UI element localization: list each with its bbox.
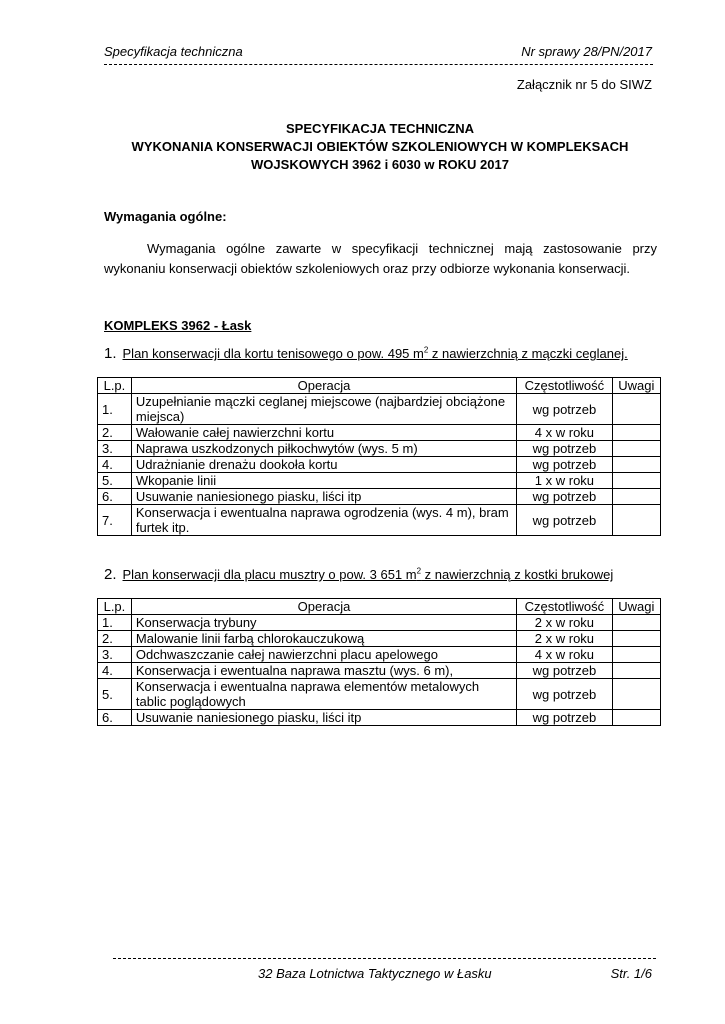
table-row: [98, 394, 661, 425]
cell-frequency: wg potrzeb: [517, 679, 613, 710]
cell-notes: [612, 441, 660, 457]
cell-notes: [612, 679, 660, 710]
cell-operation: Usuwanie naniesionego piasku, liści itp: [131, 489, 516, 505]
cell-frequency: wg potrzeb: [517, 710, 613, 726]
cell-lp: 5.: [98, 679, 132, 710]
table-row: [98, 615, 661, 631]
cell-frequency: 2 x w roku: [517, 631, 613, 647]
section-2-sup: 2: [416, 566, 422, 576]
title-line-3: WOJSKOWYCH 3962 i 6030 w ROKU 2017: [251, 157, 509, 172]
cell-frequency: 1 x w roku: [517, 473, 613, 489]
header-doc-type: Specyfikacja techniczna: [104, 44, 243, 59]
cell-operation: Usuwanie naniesionego piasku, liści itp: [131, 710, 516, 726]
general-requirements-text: Wymagania ogólne zawarte w specyfikacji technicznej mają zastosowanie przy wykonaniu konserwacji obiektów szkoleniowych oraz przy odbiorze wykonania konserwacji.: [104, 241, 657, 276]
annex-label: Załącznik nr 5 do SIWZ: [516, 77, 652, 92]
cell-notes: [612, 394, 660, 425]
section-2-text-a: Plan konserwacji dla placu musztry o pow. 3 651 m: [122, 567, 417, 582]
cell-operation: Malowanie linii farbą chlorokauczukową: [131, 631, 516, 647]
cell-notes: [612, 615, 660, 631]
header-operation: Operacja: [131, 378, 516, 394]
complex-heading: KOMPLEKS 3962 - Łask: [104, 318, 252, 333]
section-2-text-b: z nawierzchnią z kostki brukowej: [421, 567, 614, 582]
header-operation: Operacja: [131, 599, 516, 615]
table-row: [98, 473, 661, 489]
cell-operation: Odchwaszczanie całej nawierzchni placu apelowego: [131, 647, 516, 663]
table-row: [98, 679, 661, 710]
table-row: [98, 441, 661, 457]
header-frequency: Częstotliwość: [517, 378, 613, 394]
header-divider: [104, 64, 653, 65]
table-row: [98, 647, 661, 663]
cell-lp: 6.: [98, 489, 132, 505]
cell-operation: Wkopanie linii: [131, 473, 516, 489]
cell-lp: 3.: [98, 647, 132, 663]
cell-frequency: wg potrzeb: [517, 394, 613, 425]
cell-operation: Konserwacja trybuny: [131, 615, 516, 631]
cell-notes: [612, 473, 660, 489]
table-row: [98, 425, 661, 441]
header-notes: Uwagi: [612, 378, 660, 394]
cell-lp: 4.: [98, 663, 132, 679]
cell-frequency: wg potrzeb: [517, 663, 613, 679]
cell-frequency: 2 x w roku: [517, 615, 613, 631]
section-1-heading: [104, 345, 628, 362]
table-row: [98, 631, 661, 647]
title-line-1: SPECYFIKACJA TECHNICZNA: [285, 121, 475, 136]
cell-frequency: 4 x w roku: [517, 425, 613, 441]
cell-lp: 3.: [98, 441, 132, 457]
table-row: [98, 457, 661, 473]
cell-operation: Udrażnianie drenażu dookoła kortu: [131, 457, 516, 473]
header-notes: Uwagi: [612, 599, 660, 615]
cell-operation: Konserwacja i ewentualna naprawa ogrodzenia (wys. 4 m), bram furtek itp.: [131, 505, 516, 536]
cell-operation: Wałowanie całej nawierzchni kortu: [131, 425, 516, 441]
cell-notes: [612, 710, 660, 726]
section-2-number: 2.: [104, 566, 117, 583]
cell-lp: 1.: [98, 615, 132, 631]
table-tennis-court: [97, 377, 661, 536]
cell-operation: Konserwacja i ewentualna naprawa masztu (wys. 6 m),: [131, 663, 516, 679]
section-1-sup: 2: [423, 345, 429, 355]
header-lp: L.p.: [98, 378, 132, 394]
section-1-text-a: Plan konserwacji dla kortu tenisowego o pow. 495 m: [122, 346, 424, 361]
table-header-row: [98, 378, 661, 394]
section-1-text: [123, 346, 628, 361]
table-row: [98, 663, 661, 679]
cell-notes: [612, 505, 660, 536]
cell-notes: [612, 457, 660, 473]
table-row: [98, 489, 661, 505]
section-1-number: 1.: [104, 345, 117, 362]
header-lp: L.p.: [98, 599, 132, 615]
header-frequency: Częstotliwość: [517, 599, 613, 615]
table-row: [98, 505, 661, 536]
table-header-row: [98, 599, 661, 615]
cell-frequency: wg potrzeb: [517, 457, 613, 473]
footer-page-number: Str. 1/6: [610, 966, 652, 981]
cell-lp: 6.: [98, 710, 132, 726]
cell-notes: [612, 663, 660, 679]
cell-lp: 2.: [98, 631, 132, 647]
table-drill-square: [97, 598, 661, 726]
cell-frequency: wg potrzeb: [517, 489, 613, 505]
cell-frequency: wg potrzeb: [517, 505, 613, 536]
section-2-text: [123, 567, 614, 582]
cell-notes: [612, 489, 660, 505]
cell-lp: 1.: [98, 394, 132, 425]
header-case-number: Nr sprawy 28/PN/2017: [521, 44, 652, 59]
table-row: [98, 710, 661, 726]
cell-operation: Naprawa uszkodzonych piłkochwytów (wys. 5 m): [131, 441, 516, 457]
cell-frequency: wg potrzeb: [517, 441, 613, 457]
cell-lp: 5.: [98, 473, 132, 489]
general-requirements-heading: Wymagania ogólne:: [104, 209, 227, 224]
cell-operation: Konserwacja i ewentualna naprawa elementów metalowych tablic poglądowych: [131, 679, 516, 710]
cell-notes: [612, 425, 660, 441]
section-1-text-b: z nawierzchnią z mączki ceglanej.: [428, 346, 628, 361]
cell-notes: [612, 647, 660, 663]
title-line-2: WYKONANIA KONSERWACJI OBIEKTÓW SZKOLENIOWYCH W KOMPLEKSACH: [131, 139, 629, 154]
cell-notes: [612, 631, 660, 647]
cell-lp: 2.: [98, 425, 132, 441]
section-2-heading: [104, 566, 613, 583]
cell-operation: Uzupełnianie mączki ceglanej miejscowe (najbardziej obciążone miejsca): [131, 394, 516, 425]
cell-lp: 4.: [98, 457, 132, 473]
footer-organization: 32 Baza Lotnictwa Taktycznego w Łasku: [258, 966, 492, 981]
cell-frequency: 4 x w roku: [517, 647, 613, 663]
cell-lp: 7.: [98, 505, 132, 536]
footer-divider: [113, 958, 656, 959]
